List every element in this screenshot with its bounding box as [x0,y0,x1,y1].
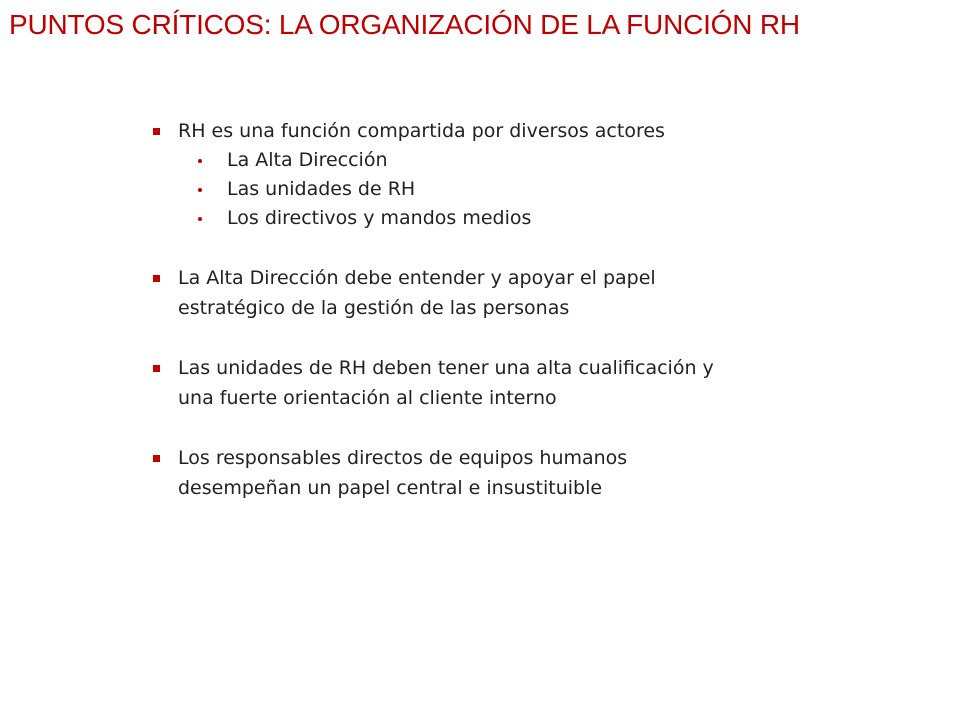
dot-bullet-icon [198,217,202,221]
bullet-text-line: desempeñan un papel central e insustituible [178,477,603,499]
bullet-item-hr-units [149,353,909,413]
bullet-text: RH es una función compartida por diversos actores [178,120,665,142]
square-bullet-icon [153,128,160,135]
sub-bullet-item [149,204,909,233]
bullet-text-line: una fuerte orientación al cliente interno [178,387,557,409]
dot-bullet-icon [198,159,202,163]
sub-bullet-item [149,175,909,204]
sub-bullet-text: La Alta Dirección [227,149,388,171]
square-bullet-icon [153,455,160,462]
square-bullet-icon [153,365,160,372]
sub-bullet-item [149,146,909,175]
bullet-text-line: Los responsables directos de equipos humanos [178,447,628,469]
sub-bullet-text: Las unidades de RH [227,178,416,200]
sub-bullet-list [178,146,909,233]
bullet-text-line: estratégico de la gestión de las personas [178,297,570,319]
bullet-item-top-management [149,263,909,323]
bullet-item-team-leaders [149,443,909,503]
bullet-text-line: La Alta Dirección debe entender y apoyar el papel [178,267,656,289]
square-bullet-icon [153,275,160,282]
bullet-list [149,116,909,503]
dot-bullet-icon [198,188,202,192]
slide-title: PUNTOS CRÍTICOS: LA ORGANIZACIÓN DE LA FUNCIÓN RH [9,9,800,40]
sub-bullet-text: Los directivos y mandos medios [227,207,532,229]
bullet-item-shared-function [149,116,909,233]
bullet-text-line: Las unidades de RH deben tener una alta cualificación y [178,357,714,379]
